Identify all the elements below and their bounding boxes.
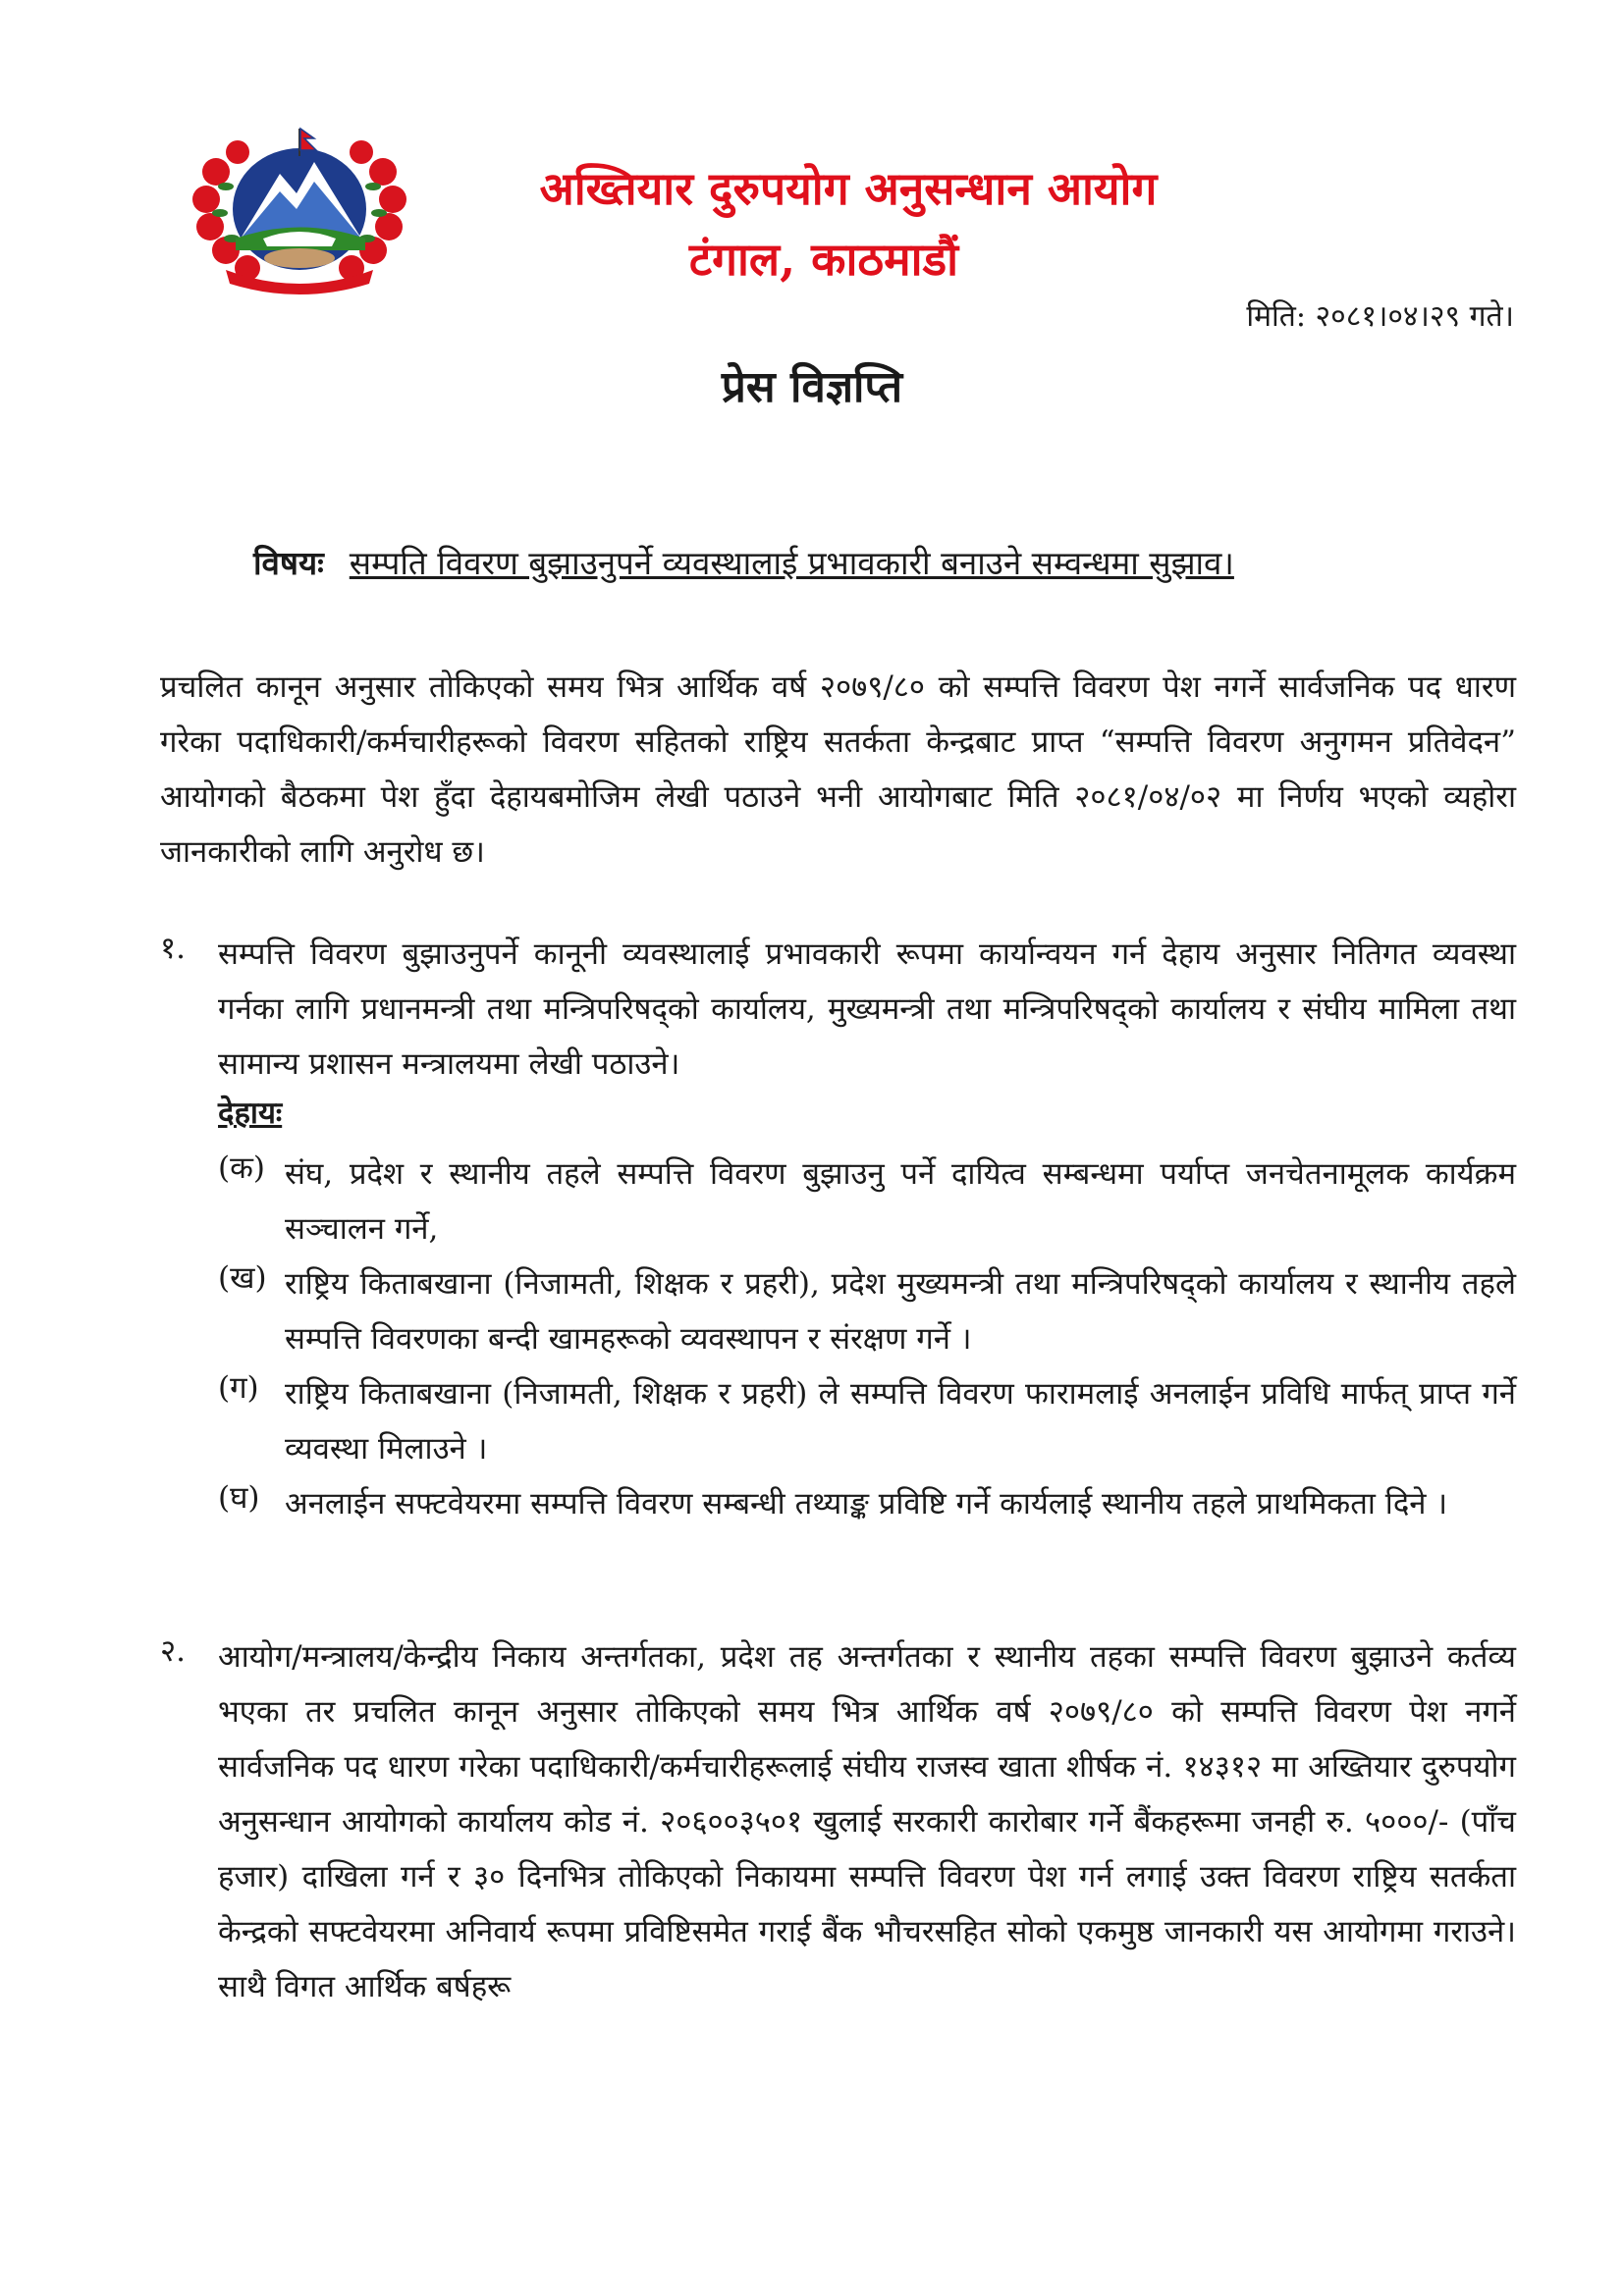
- subitem-label: (घ): [218, 1480, 260, 1516]
- subitem-text: संघ, प्रदेश र स्थानीय तहले सम्पत्ति विवरण बुझाउनु पर्ने दायित्व सम्बन्धमा पर्याप्त जनचेतनामूलक कार्यक्रम सञ्चालन गर्ने,: [285, 1156, 1516, 1247]
- point-text: सम्पत्ति विवरण बुझाउनुपर्ने कानूनी व्यवस्थालाई प्रभावकारी रूपमा कार्यान्वयन गर्न देहाय अनुसार नितिगत व्यवस्था गर्नका लागि प्रधानमन्त्री तथा मन्त्रिपरिषद्को कार्यालय, मुख्यमन्त्री तथा मन्त्रिपरिषद्को कार्यालय र संघीय मामिला तथा सामान्य प्रशासन मन्त्रालयमा लेखी पठाउने।: [218, 936, 1516, 1082]
- subitem-label: (क): [218, 1150, 265, 1186]
- organization-name: अख्तियार दुरुपयोग अनुसन्धान आयोग: [539, 162, 1158, 215]
- point-number: १.: [160, 931, 186, 966]
- subject-text: सम्पति विवरण बुझाउनुपर्ने व्यवस्थालाई प्रभावकारी बनाउने सम्वन्धमा सुझाव।: [349, 544, 1234, 582]
- intro-paragraph: प्रचलित कानून अनुसार तोकिएको समय भित्र आर्थिक वर्ष २०७९/८० को सम्पत्ति विवरण पेश नगर्ने सार्वजनिक पद धारण गरेका पदाधिकारी/कर्मचारीहरूको विवरण सहितको राष्ट्रिय सतर्कता केन्द्रबाट प्राप्त “सम्पत्ति विवरण अनुगमन प्रतिवेदन” आयोगको बैठकमा पेश हुँदा देहायबमोजिम लेखी पठाउने भनी आयोगबाट मिति २०८१/०४/०२ मा निर्णय भएको व्यहोरा जानकारीको लागि अनुरोध छ।: [160, 669, 1516, 870]
- document-date: मिति: २०८१।०४।२९ गते।: [1246, 299, 1514, 334]
- organization-address: टंगाल, काठमाडौं: [688, 233, 959, 286]
- page-title: प्रेस विज्ञप्ति: [721, 362, 903, 412]
- point-text: आयोग/मन्त्रालय/केन्द्रीय निकाय अन्तर्गतका, प्रदेश तह अन्तर्गतका र स्थानीय तहका सम्पत्ति विवरण बुझाउने कर्तव्य भएका तर प्रचलित कानून अनुसार तोकिएको समय भित्र आर्थिक वर्ष २०७९/८० को सम्पत्ति विवरण पेश नगर्ने सार्वजनिक पद धारण गरेका पदाधिकारी/कर्मचारीहरूलाई संघीय राजस्व खाता शीर्षक नं. १४३१२ मा अख्तियार दुरुपयोग अनुसन्धान आयोगको कार्यालय कोड नं. २०६००३५०१ खुलाई सरकारी कारोबार गर्ने बैंकहरूमा जनही रु. ५०००/- (पाँच हजार) दाखिला गर्न र ३० दिनभित्र तोकिएको निकायमा सम्पत्ति विवरण पेश गर्न लगाई उक्त विवरण राष्ट्रिय सतर्कता केन्द्रको सफ्टवेयरमा अनिवार्य रूपमा प्रविष्टिसमेत गराई बैंक भौचरसहित सोको एकमुष्ठ जानकारी यस आयोगमा गराउने।साथै विगत आर्थिक बर्षहरू: [218, 1639, 1516, 2004]
- subitem-text: अनलाईन सफ्टवेयरमा सम्पत्ति विवरण सम्बन्धी तथ्याङ्क प्रविष्टि गर्ने कार्यलाई स्थानीय तहले प्राथमिकता दिने ।: [285, 1486, 1448, 1522]
- subject-label: विषयः: [253, 544, 324, 582]
- subject-line: [253, 540, 1234, 584]
- subitem-text: राष्ट्रिय किताबखाना (निजामती, शिक्षक र प्रहरी) ले सम्पत्ति विवरण फारामलाई अनलाईन प्रविधि मार्फत् प्राप्त गर्ने व्यवस्था मिलाउने ।: [285, 1376, 1516, 1467]
- subitem-label: (ख): [218, 1260, 267, 1296]
- subitem-label: (ग): [218, 1370, 259, 1406]
- subitem-text: राष्ट्रिय किताबखाना (निजामती, शिक्षक र प्रहरी), प्रदेश मुख्यमन्त्री तथा मन्त्रिपरिषद्को कार्यालय र स्थानीय तहले सम्पत्ति विवरणका बन्दी खामहरूको व्यवस्थापन र संरक्षण गर्ने ।: [285, 1266, 1516, 1357]
- point-number: २.: [160, 1633, 186, 1669]
- subheading: देहायः: [218, 1095, 283, 1131]
